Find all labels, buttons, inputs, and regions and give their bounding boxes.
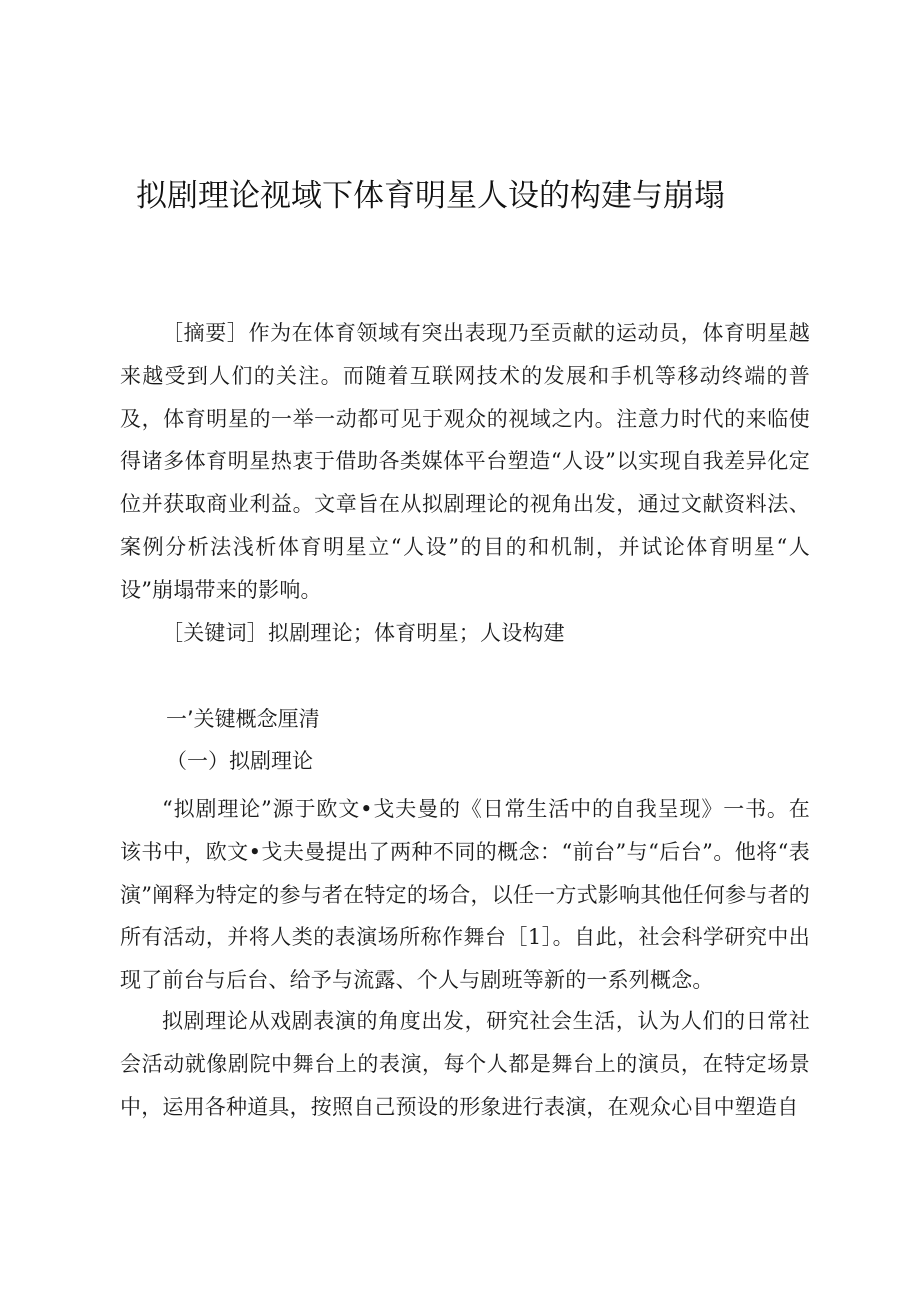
keywords-paragraph: ［关键词］拟剧理论；体育明星；人设构建 xyxy=(162,621,565,645)
document-title: 拟剧理论视域下体育明星人设的构建与崩塌 xyxy=(136,178,725,214)
subsection-heading: （一）拟剧理论 xyxy=(166,749,313,773)
section-heading: 一’关键概念厘清 xyxy=(166,707,320,731)
body-paragraph-1: “拟剧理论”源于欧文•戈夫曼的《日常生活中的自我呈现》一书。在该书中，欧文•戈夫曼提出了两种不同的概念：“前台”与“后台”。他将“表演”阐释为特定的参与者在特定的场合，以任一方式影响其他任何参与者的所有活动，并将人类的表演场所称作舞台［1］。自此，社会科学研究中出现了前台与后台、给予与流露、个人与剧班等新的一系列概念。 xyxy=(120,797,810,993)
body-paragraph-2: 拟剧理论从戏剧表演的角度出发，研究社会生活，认为人们的日常社会活动就像剧院中舞台上的表演，每个人都是舞台上的演员，在特定场景中，运用各种道具，按照自己预设的形象进行表演，在观众心目中塑造自 xyxy=(120,1009,810,1119)
abstract-paragraph: ［摘要］作为在体育领域有突出表现乃至贡献的运动员，体育明星越来越受到人们的关注。而随着互联网技术的发展和手机等移动终端的普及，体育明星的一举一动都可见于观众的视域之内。注意力时代的来临使得诸多体育明星热衷于借助各类媒体平台塑造“人设”以实现自我差异化定位并获取商业利益。文章旨在从拟剧理论的视角出发，通过文献资料法、案例分析法浅析体育明星立“人设”的目的和机制，并试论体育明星“人设”崩塌带来的影响。 xyxy=(120,321,810,602)
